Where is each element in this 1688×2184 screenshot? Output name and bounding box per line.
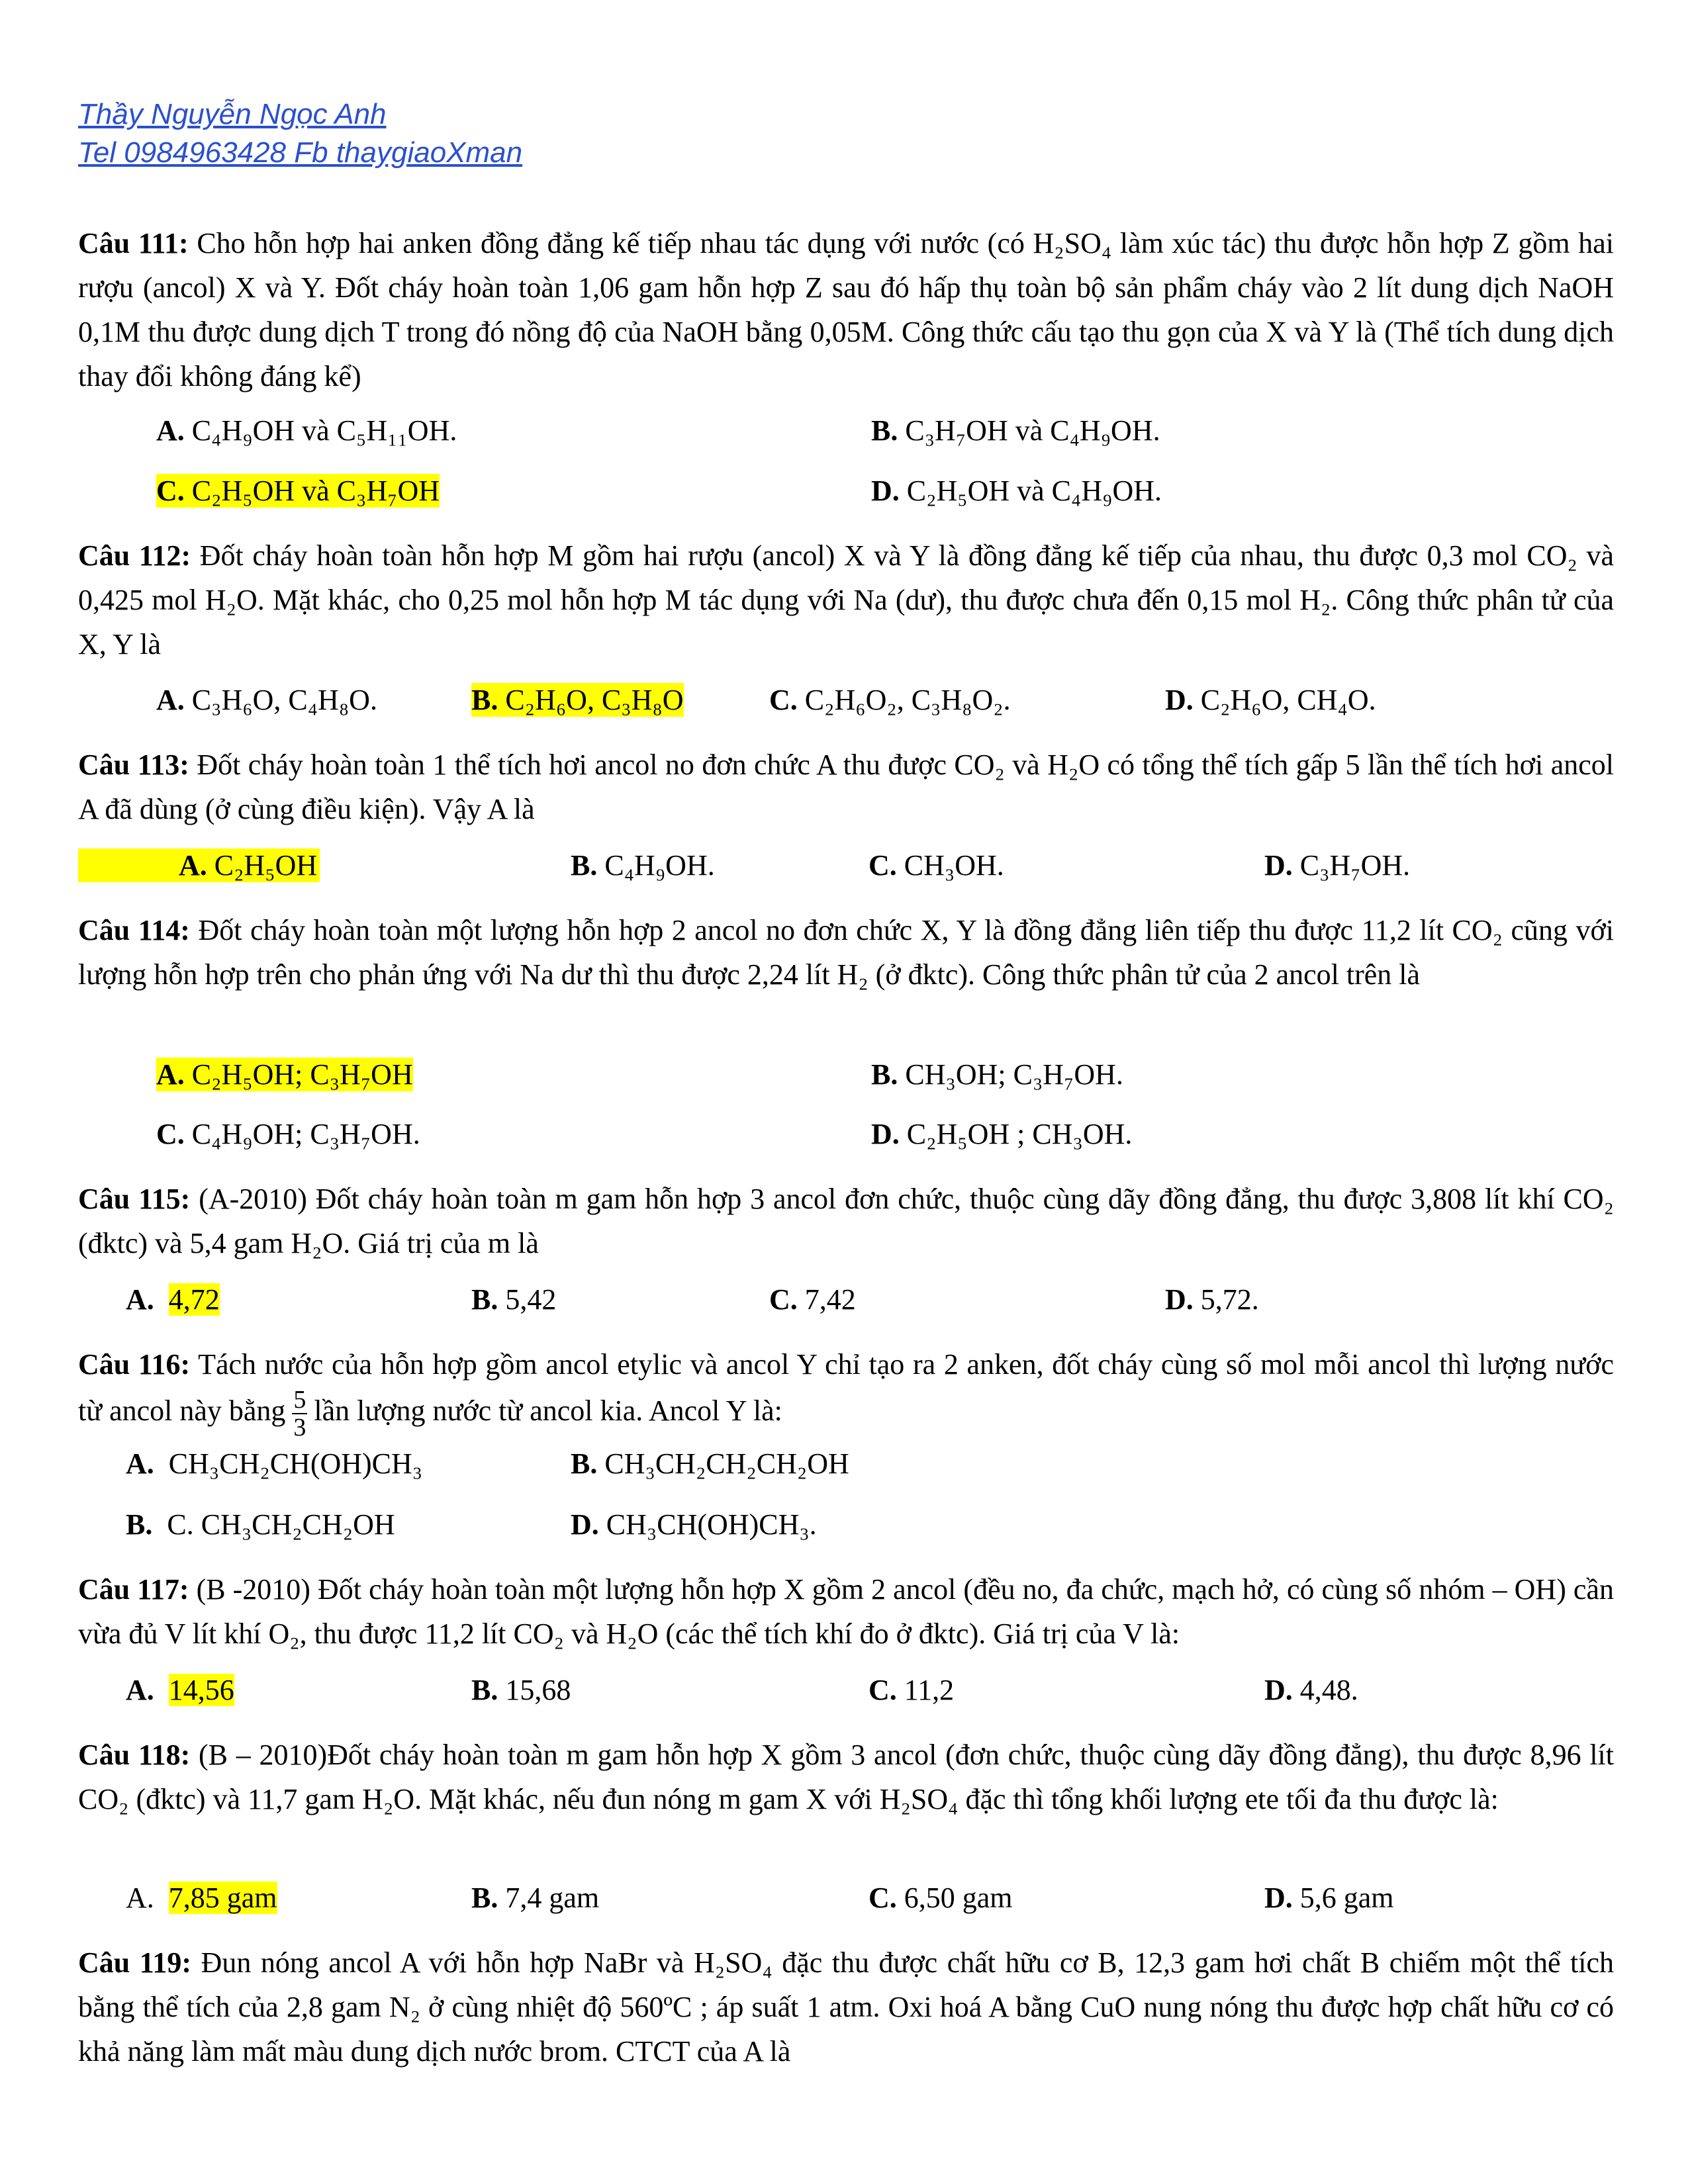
question-body: Đốt cháy hoàn toàn một lượng hỗn hợp 2 ancol no đơn chức X, Y là đồng đẳng liên tiếp thu được 11,2 lít CO₂ cũng với lượng hỗn hợp trên cho phản ứng với Na dư thì thu được 2,24 lít H₂ (ở đktc). Công thức phân tử của 2 ancol trên là xyxy=(78,914,1614,991)
question-116-text xyxy=(78,1342,1614,1441)
question-label: Câu 115: xyxy=(78,1183,191,1215)
option-b[interactable]: B. C₃H₇OH và C₄H₉OH. xyxy=(871,414,1160,447)
question-body: (A-2010) Đốt cháy hoàn toàn m gam hỗn hợp 3 ancol đơn chức, thuộc cùng dãy đồng đẳng, thu được 3,808 lít khí CO₂ (đktc) và 5,4 gam H₂O. Giá trị của m là xyxy=(78,1183,1615,1259)
question-label: Câu 114: xyxy=(78,914,190,946)
option-d[interactable]: D. CH₃CH(OH)CH₃. xyxy=(571,1508,817,1541)
option-a-correct[interactable]: A. C₂H₅OH; C₃H₇OH xyxy=(156,1058,413,1091)
question-111-options-row-1 xyxy=(0,414,1688,453)
option-d[interactable]: D. 5,6 gam xyxy=(1264,1882,1394,1914)
question-label: Câu 118: xyxy=(78,1739,191,1771)
question-116-options-row-1 xyxy=(0,1447,1688,1486)
author-name-link[interactable]: Thầy Nguyễn Ngọc Anh xyxy=(78,98,387,130)
option-d[interactable]: D. 4,48. xyxy=(1264,1674,1358,1706)
option-b[interactable]: B. 5,42 xyxy=(471,1283,557,1316)
question-111-options-row-2 xyxy=(0,474,1688,514)
option-b[interactable]: B. C₄H₉OH. xyxy=(571,849,715,882)
option-c[interactable]: C. C₄H₉OH; C₃H₇OH. xyxy=(156,1118,420,1150)
option-a-correct[interactable]: A. 14,56 xyxy=(126,1674,234,1706)
question-label: Câu 112: xyxy=(78,539,191,572)
option-a-correct[interactable]: A. C₂H₅OH xyxy=(78,848,320,882)
question-118-text xyxy=(78,1733,1614,1821)
option-d[interactable]: D. C₂H₅OH và C₄H₉OH. xyxy=(871,475,1162,507)
option-a[interactable]: A. C₃H₆O, C₄H₈O. xyxy=(156,684,377,716)
question-body: (B -2010) Đốt cháy hoàn toàn một lượng hỗn hợp X gồm 2 ancol (đều no, đa chức, mạch hở, có cùng số nhóm – OH) cần vừa đủ V lít khí O₂, thu được 11,2 lít CO₂ và H₂O (các thể tích khí đo ở đktc). Giá trị của V là: xyxy=(78,1573,1614,1650)
option-d[interactable]: D. C₂H₆O, CH₄O. xyxy=(1165,684,1376,716)
question-body: Đốt cháy hoàn toàn hỗn hợp M gồm hai rượu (ancol) X và Y là đồng đẳng kế tiếp của nhau, thu được 0,3 mol CO₂ và 0,425 mol H₂O. Mặt khác, cho 0,25 mol hỗn hợp M tác dụng với Na (dư), thu được chưa đến 0,15 mol H₂. Công thức phân tử của X, Y là xyxy=(78,539,1614,660)
option-c[interactable]: C. 11,2 xyxy=(868,1674,955,1706)
question-label: Câu 113: xyxy=(78,749,189,781)
question-113-options-row xyxy=(0,848,1688,888)
question-112-options-row xyxy=(0,683,1688,723)
question-114-options-row-2 xyxy=(0,1117,1688,1157)
question-body: Tách nước của hỗn hợp gồm ancol etylic và ancol Y chỉ tạo ra 2 anken, đốt cháy cùng số mol mỗi ancol thì lượng nước từ ancol này bằng xyxy=(78,1348,1614,1428)
question-label: Câu 111: xyxy=(78,227,189,259)
fraction xyxy=(292,1387,307,1441)
question-119-text xyxy=(78,1940,1614,2073)
fraction-denominator: 3 xyxy=(293,1414,306,1441)
question-118-options-row xyxy=(0,1881,1688,1921)
question-body: Cho hỗn hợp hai anken đồng đẳng kế tiếp nhau tác dụng với nước (có H₂SO₄ làm xúc tác) thu được hỗn hợp Z gồm hai rượu (ancol) X và Y. Đốt cháy hoàn toàn 1,06 gam hỗn hợp Z sau đó hấp thụ toàn bộ sản phẩm cháy vào 2 lít dung dịch NaOH 0,1M thu được dung dịch T trong đó nồng độ của NaOH bằng 0,05M. Công thức cấu tạo thu gọn của X và Y là (Thể tích dung dịch thay đổi không đáng kể) xyxy=(78,227,1615,392)
option-c[interactable]: C. CH₃OH. xyxy=(868,849,1004,882)
option-c[interactable]: C. C₂H₆O₂, C₃H₈O₂. xyxy=(769,684,1011,716)
question-115-text xyxy=(78,1177,1614,1265)
question-114-options-row-1 xyxy=(0,1058,1688,1097)
option-a[interactable]: A. C₄H₉OH và C₅H₁₁OH. xyxy=(156,414,457,447)
question-116-options-row-2 xyxy=(0,1508,1688,1547)
question-111-text xyxy=(78,221,1614,398)
option-a-correct[interactable]: A. 4,72 xyxy=(126,1283,220,1316)
question-label: Câu 119: xyxy=(78,1946,192,1979)
option-a[interactable]: A. CH₃CH₂CH(OH)CH₃ xyxy=(126,1447,423,1480)
option-d[interactable]: D. C₃H₇OH. xyxy=(1264,849,1411,882)
question-body-end: lần lượng nước từ ancol kia. Ancol Y là: xyxy=(314,1394,782,1428)
question-body: Đốt cháy hoàn toàn 1 thể tích hơi ancol no đơn chức A thu được CO₂ và H₂O có tổng thể tích gấp 5 lần thể tích hơi ancol A đã dùng (ở cùng điều kiện). Vậy A là xyxy=(78,749,1614,825)
question-body: (B – 2010)Đốt cháy hoàn toàn m gam hỗn hợp X gồm 3 ancol (đơn chức, thuộc cùng dãy đồng đẳng), thu được 8,96 lít CO₂ (đktc) và 11,7 gam H₂O. Mặt khác, nếu đun nóng m gam X với H₂SO₄ đặc thì tổng khối lượng ete tối đa thu được là: xyxy=(78,1739,1615,1815)
question-117-options-row xyxy=(0,1673,1688,1713)
question-body: Đun nóng ancol A với hỗn hợp NaBr và H₂SO₄ đặc thu được chất hữu cơ B, 12,3 gam hơi chất B chiếm một thể tích bằng thể tích của 2,8 gam N₂ ở cùng nhiệt độ 560ºC ; áp suất 1 atm. Oxi hoá A bằng CuO nung nóng thu được hợp chất hữu cơ có khả năng làm mất màu dung dịch nước brom. CTCT của A là xyxy=(78,1946,1615,2068)
option-c-correct[interactable]: C. C₂H₅OH và C₃H₇OH xyxy=(156,475,440,507)
question-112-text xyxy=(78,533,1614,666)
question-117-text xyxy=(78,1567,1614,1656)
question-113-text xyxy=(78,743,1614,831)
option-c[interactable]: B. C. CH₃CH₂CH₂OH xyxy=(126,1508,395,1541)
option-b[interactable]: B. 7,4 gam xyxy=(471,1882,600,1914)
option-b[interactable]: B. CH₃CH₂CH₂CH₂OH xyxy=(571,1447,849,1480)
option-a-correct[interactable]: A. 7,85 gam xyxy=(126,1882,277,1914)
option-c[interactable]: C. 7,42 xyxy=(769,1283,856,1316)
option-b[interactable]: B. 15,68 xyxy=(471,1674,571,1706)
fraction-numerator: 5 xyxy=(293,1386,306,1414)
question-label: Câu 116: xyxy=(78,1348,191,1381)
option-d[interactable]: D. 5,72. xyxy=(1165,1283,1259,1316)
question-label: Câu 117: xyxy=(78,1573,189,1606)
option-b-correct[interactable]: B. C₂H₆O, C₃H₈O xyxy=(471,684,684,716)
question-114-text xyxy=(78,908,1614,997)
option-d[interactable]: D. C₂H₅OH ; CH₃OH. xyxy=(871,1118,1133,1150)
question-115-options-row xyxy=(0,1283,1688,1322)
contact-info-link[interactable]: Tel 0984963428 Fb thaygiaoXman xyxy=(78,136,523,169)
option-b[interactable]: B. CH₃OH; C₃H₇OH. xyxy=(871,1058,1123,1091)
option-c[interactable]: C. 6,50 gam xyxy=(868,1882,1013,1914)
